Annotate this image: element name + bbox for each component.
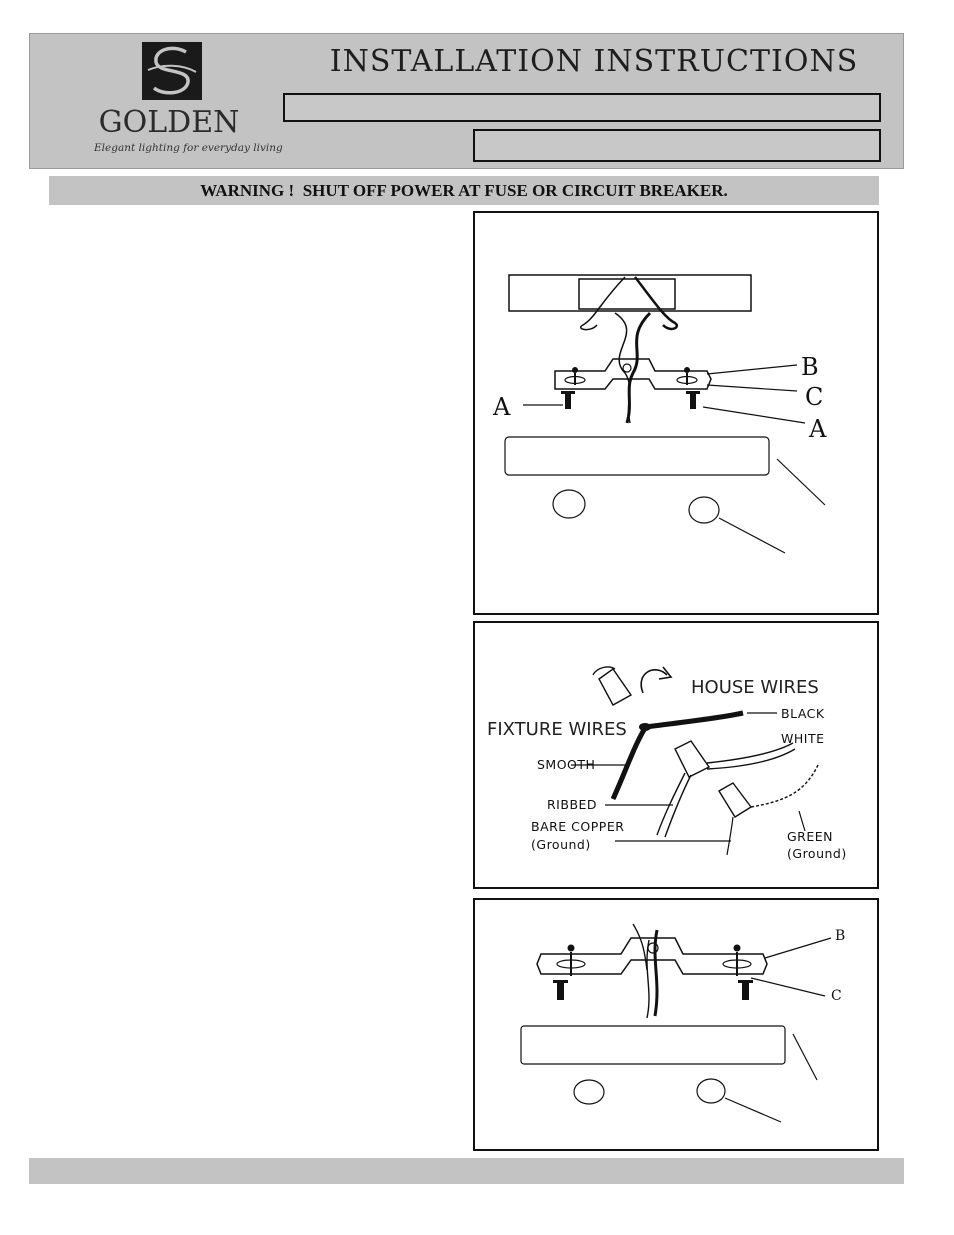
- label-c: C: [831, 988, 842, 1004]
- footer-bar: [29, 1158, 904, 1184]
- page-title: INSTALLATION INSTRUCTIONS: [329, 44, 859, 79]
- figure-2-wiring: [473, 621, 879, 889]
- golden-logo: [94, 40, 283, 166]
- logo-tagline: Elegant lighting for everyday living: [94, 142, 283, 154]
- figure-3-mounting-plate: [473, 898, 879, 1151]
- golden-logo-mark-icon: [142, 42, 202, 100]
- label-house-wires: HOUSE WIRES: [691, 677, 819, 698]
- label-a-right: A: [809, 415, 827, 443]
- label-b: B: [835, 928, 846, 944]
- header-banner: [29, 33, 904, 169]
- label-a-left: A: [493, 393, 511, 421]
- model-number-field: [283, 93, 881, 122]
- warning-banner: WARNING ! SHUT OFF POWER AT FUSE OR CIRCUIT BREAKER.: [49, 176, 879, 205]
- figure-2-diagram: [475, 623, 877, 887]
- logo-name: GOLDEN: [98, 105, 240, 140]
- label-b: B: [801, 353, 819, 381]
- figure-3-diagram: [475, 900, 877, 1149]
- label-black: BLACK: [781, 706, 825, 721]
- model-subtitle-field: [473, 129, 881, 162]
- label-smooth: SMOOTH: [537, 757, 596, 772]
- label-bare-copper: BARE COPPER: [531, 819, 625, 834]
- label-bare-copper-ground: (Ground): [531, 837, 591, 852]
- figure-1-mounting-plate: [473, 211, 879, 615]
- figure-1-diagram: [475, 213, 877, 613]
- label-white: WHITE: [781, 731, 825, 746]
- label-green: GREEN: [787, 829, 834, 844]
- label-fixture-wires: FIXTURE WIRES: [487, 719, 627, 740]
- label-green-ground: (Ground): [787, 846, 847, 861]
- label-ribbed: RIBBED: [547, 797, 598, 812]
- label-c: C: [805, 383, 824, 411]
